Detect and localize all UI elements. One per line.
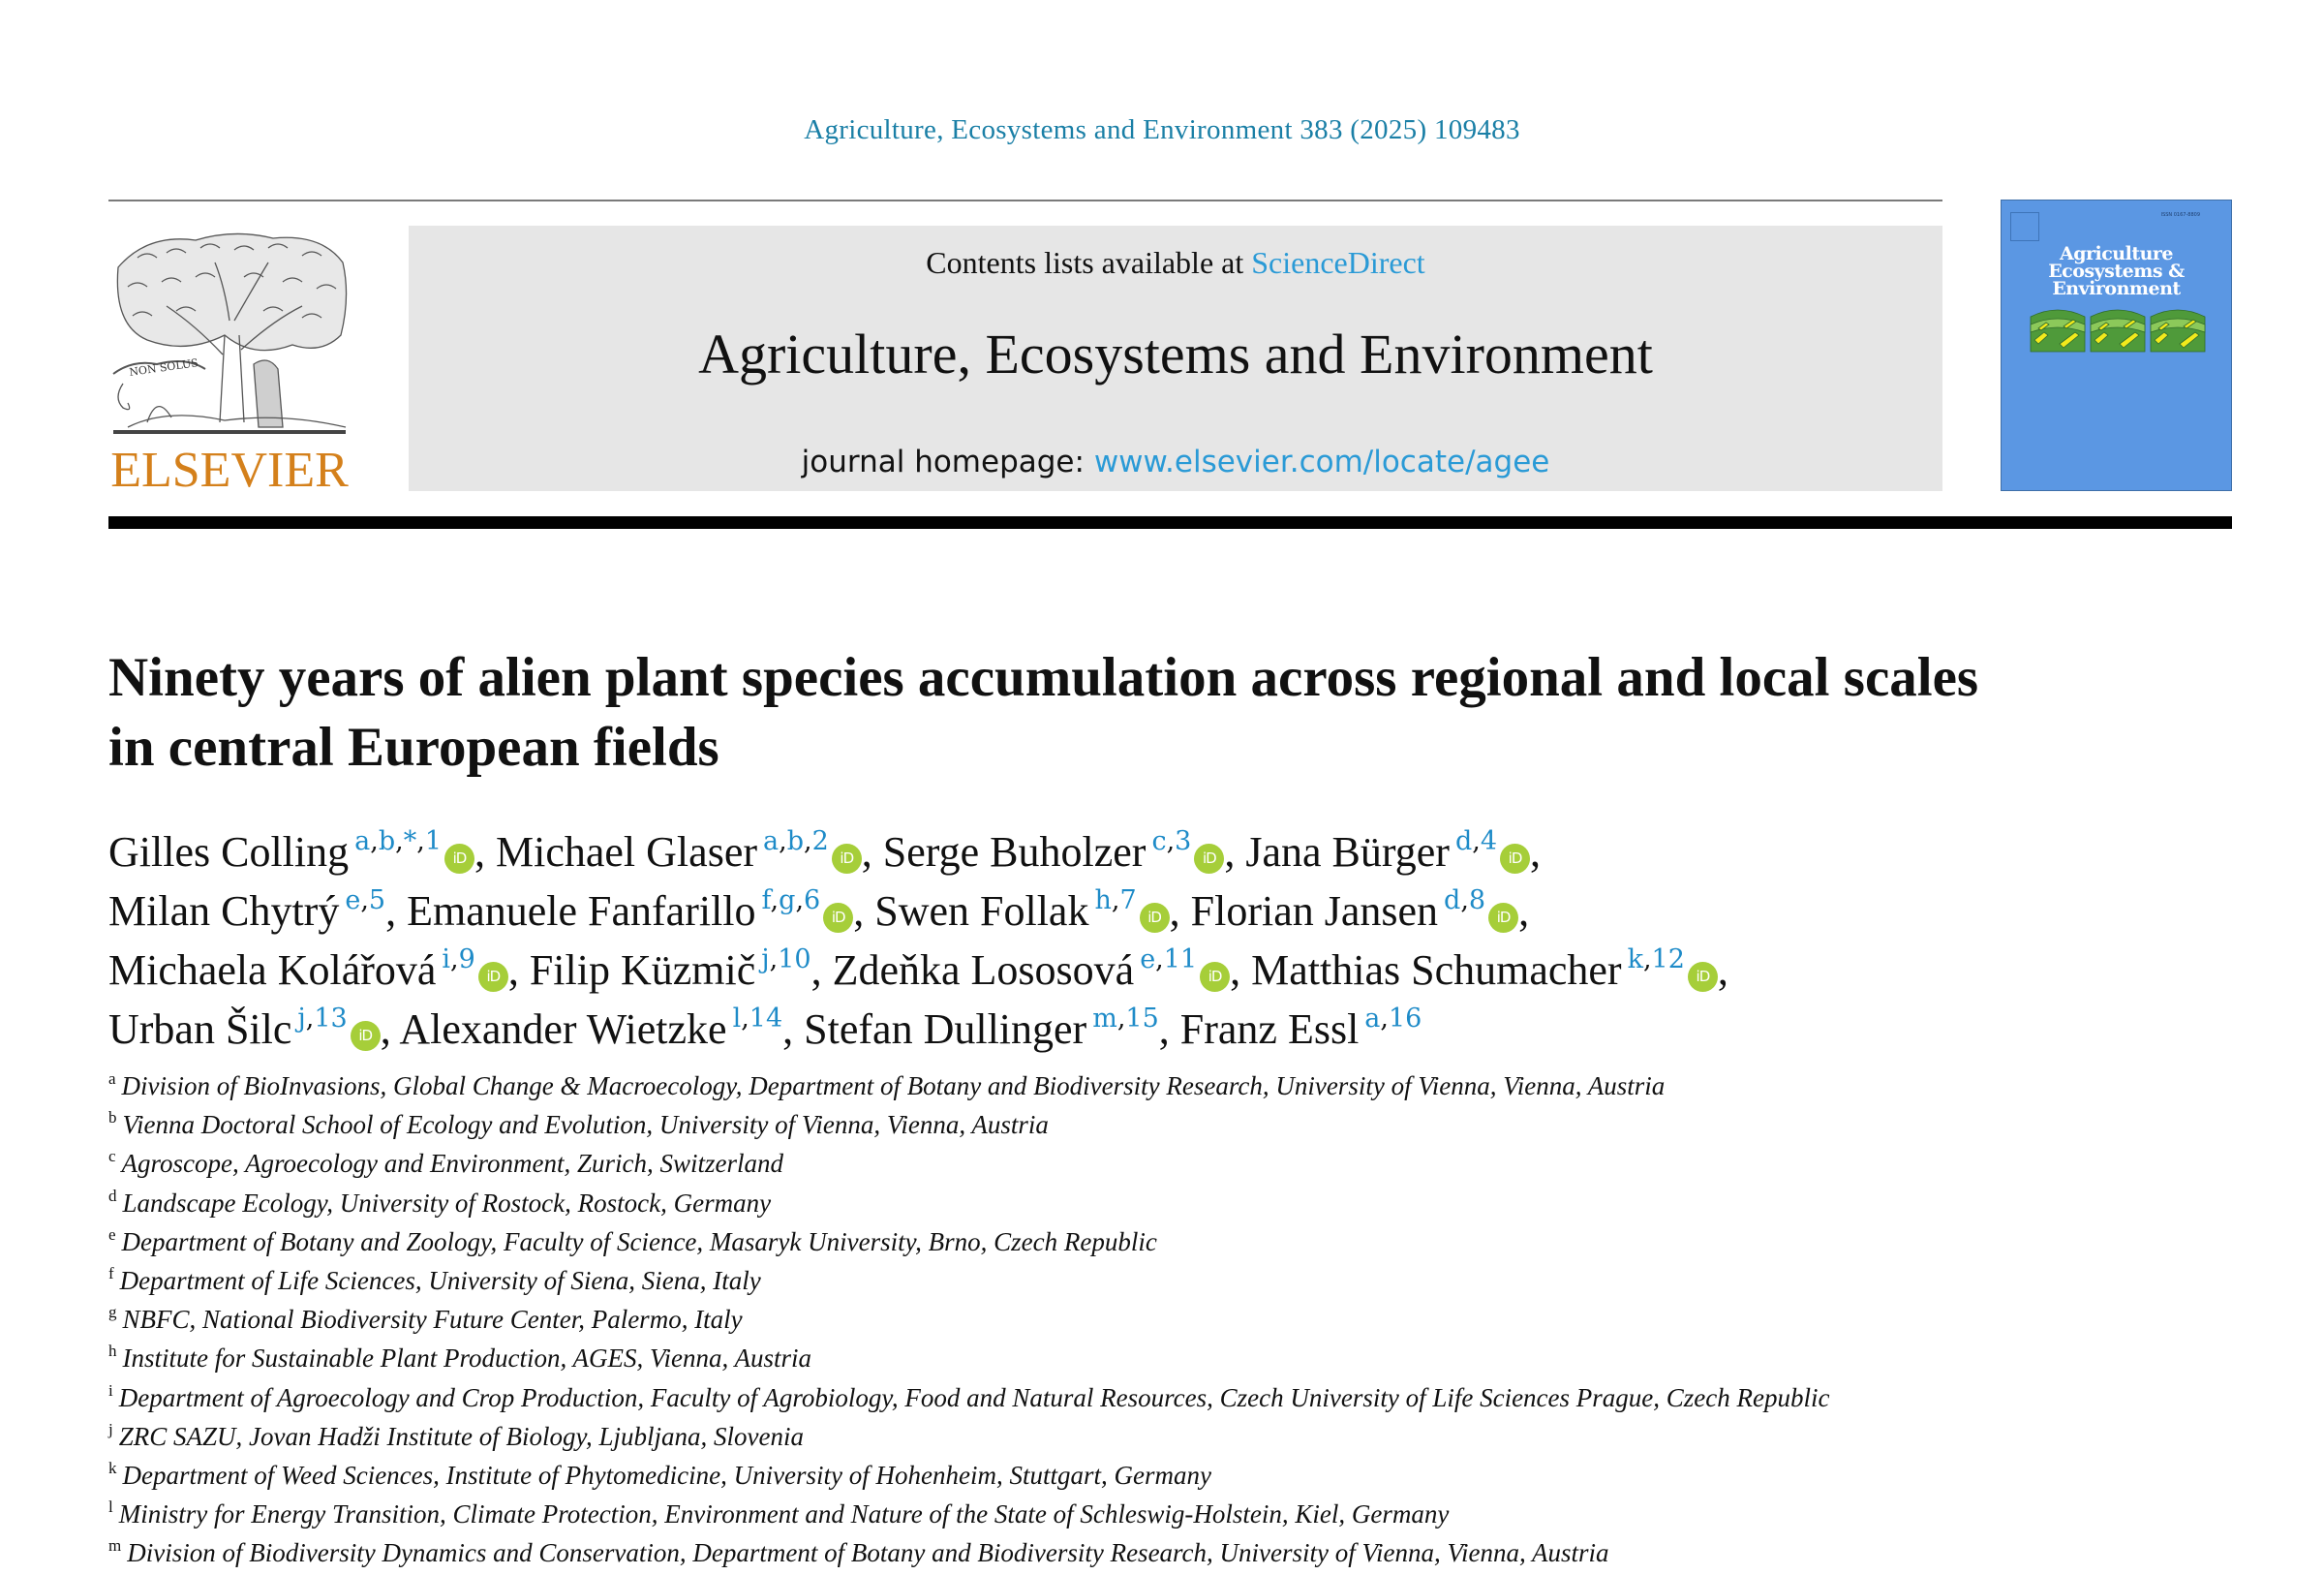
journal-citation-header[interactable]: Agriculture, Ecosystems and Environment 383 (2025) 109483	[804, 114, 1520, 145]
affiliation-mark: l	[108, 1498, 113, 1517]
orcid-icon[interactable]: iD	[478, 962, 508, 992]
header-thick-rule	[108, 516, 2232, 529]
orcid-icon[interactable]: iD	[1500, 844, 1530, 874]
author[interactable]	[496, 828, 862, 876]
affiliation-text: Department of Botany and Zoology, Faculty of Science, Masaryk University, Brno, Czech Republic	[121, 1226, 1157, 1256]
affiliation-item	[108, 1380, 2142, 1419]
affiliation-superscript[interactable]: d,8	[1444, 885, 1486, 915]
affiliation-item	[108, 1146, 2142, 1185]
author[interactable]	[1245, 828, 1530, 876]
author-name[interactable]: Zdeňka Lososová	[832, 946, 1135, 994]
affiliation-text: ZRC SAZU, Jovan Hadži Institute of Biology, Ljubljana, Slovenia	[118, 1421, 804, 1451]
orcid-icon[interactable]: iD	[1688, 962, 1718, 992]
affiliation-superscript[interactable]: l,14	[732, 1004, 783, 1034]
affiliation-item	[108, 1263, 2142, 1302]
affiliation-superscript[interactable]: d,4	[1454, 826, 1498, 856]
affiliation-superscript[interactable]: m,15	[1092, 1004, 1159, 1034]
cover-title-line: Environment	[2052, 278, 2181, 299]
affiliation-mark: m	[108, 1536, 122, 1556]
author[interactable]	[833, 946, 1231, 994]
affiliation-mark: h	[108, 1342, 117, 1361]
journal-cover-thumbnail[interactable]	[2001, 200, 2232, 491]
author-name[interactable]: Emanuele Fanfarillo	[407, 887, 756, 935]
affiliation-text: Department of Weed Sciences, Institute of Phytomedicine, University of Hohenheim, Stuttgart, Germany	[122, 1461, 1211, 1491]
affiliation-mark: d	[108, 1186, 117, 1205]
affiliation-mark: g	[108, 1303, 117, 1322]
affiliation-item	[108, 1419, 2142, 1458]
affiliation-item	[108, 1341, 2142, 1379]
author-name[interactable]: Filip Küzmič	[529, 946, 756, 994]
affiliation-superscript[interactable]: a,16	[1364, 1004, 1422, 1034]
author[interactable]	[530, 946, 811, 994]
affiliation-mark: e	[108, 1224, 116, 1244]
cover-title	[2002, 245, 2231, 297]
orcid-icon[interactable]: iD	[1200, 962, 1230, 992]
affiliation-text: Agroscope, Agroecology and Environment, Zurich, Switzerland	[121, 1149, 783, 1179]
affiliation-mark: j	[108, 1419, 113, 1438]
affiliation-superscript[interactable]: j,13	[297, 1004, 348, 1034]
affiliation-item	[108, 1068, 2142, 1107]
affiliation-item	[108, 1458, 2142, 1497]
affiliation-text: Landscape Ecology, University of Rostock, Rostock, Germany	[122, 1188, 772, 1218]
author-name[interactable]: Serge Buholzer	[882, 828, 1147, 876]
affiliation-item	[108, 1107, 2142, 1146]
author[interactable]	[407, 887, 853, 935]
affiliation-superscript[interactable]: c,3	[1151, 826, 1192, 856]
author-name[interactable]: Jana Bürger	[1245, 828, 1450, 876]
affiliation-mark: a	[108, 1069, 116, 1088]
orcid-icon[interactable]: iD	[832, 844, 862, 874]
author[interactable]	[108, 828, 474, 876]
affiliation-mark: i	[108, 1380, 113, 1400]
cover-elsevier-icon	[2010, 212, 2039, 241]
author[interactable]	[108, 887, 385, 935]
sciencedirect-link[interactable]: ScienceDirect	[1251, 245, 1425, 280]
logo-motto: NON SOLUS	[128, 356, 199, 379]
header-divider	[108, 200, 1942, 201]
author[interactable]	[874, 887, 1169, 935]
orcid-icon[interactable]: iD	[1140, 903, 1170, 933]
affiliation-mark: c	[108, 1147, 116, 1166]
orcid-icon[interactable]: iD	[1488, 903, 1518, 933]
affiliation-text: Department of Agroecology and Crop Production, Faculty of Agrobiology, Food and Natural Resources, Czech University of Life Sciences Prague, Czech Republic	[118, 1382, 1830, 1412]
affiliation-mark: k	[108, 1459, 117, 1478]
affiliation-text: Division of BioInvasions, Global Change & Macroecology, Department of Botany and Biodiversity Research, University of Vienna, Vienna, Austria	[121, 1071, 1666, 1100]
affiliation-text: Ministry for Energy Transition, Climate Protection, Environment and Nature of the State of Schleswig-Holstein, Kiel, Germany	[118, 1499, 1450, 1529]
author-list: Gilles Colling $^{a,b,*,1}$iD , Michael Glaser $^{a,b,2}$iD , Serge Buholzer $^{c,3}$iD , Jana Bürger $^{d,4}$iD , Milan Chytrý $^{e,5}$, Emanuele Fanfarillo $^{f,g,6}$iD , Swen Follak $^{h,7}$iD , Florian Jansen $^{d,8}$iD , Michaela Kolářová $^{i,9}$iD , Filip Küzmič $^{j,10}$, Zdeňka Lososová $^{e,11}$iD , Matthias Schumacher $^{k,12}$iD , Urban Šilc $^{j,13}$iD , Alexander Wietzke $^{l,14}$, Stefan Dullinger $^{m,15}$, Franz Essl $^{a,16}$	[108, 826, 1728, 1053]
author-name[interactable]: Urban Šilc	[108, 1005, 292, 1053]
author-name[interactable]: Swen Follak	[874, 887, 1089, 935]
author[interactable]	[1191, 887, 1518, 935]
affiliation-superscript[interactable]: a,b,*,1	[354, 826, 442, 856]
affiliation-item	[108, 1224, 2142, 1263]
journal-title: Agriculture, Ecosystems and Environment	[698, 323, 1653, 386]
author-name[interactable]: Alexander Wietzke	[399, 1005, 727, 1053]
affiliation-item	[108, 1535, 2142, 1574]
elsevier-wordmark: ELSEVIER	[110, 443, 349, 498]
tree-engraving-icon	[108, 229, 351, 440]
affiliation-superscript[interactable]: f,g,6	[761, 885, 821, 915]
author-name[interactable]: Milan Chytrý	[108, 887, 340, 935]
author-name[interactable]: Gilles Colling	[108, 828, 350, 876]
affiliation-text: Institute for Sustainable Plant Production, AGES, Vienna, Austria	[122, 1343, 811, 1374]
contents-prefix: Contents lists available at	[926, 245, 1252, 280]
author-name[interactable]: Michaela Kolářová	[108, 946, 437, 994]
author[interactable]	[1251, 946, 1718, 994]
affiliation-mark: b	[108, 1108, 117, 1127]
affiliation-text: NBFC, National Biodiversity Future Center, Palermo, Italy	[122, 1305, 743, 1335]
affiliation-superscript[interactable]: i,9	[442, 944, 475, 974]
author[interactable]	[108, 946, 508, 994]
affiliation-superscript[interactable]: k,12	[1627, 944, 1685, 974]
author[interactable]	[883, 828, 1225, 876]
orcid-icon[interactable]: iD	[823, 903, 853, 933]
homepage-link[interactable]: www.elsevier.com/locate/agee	[1093, 445, 1550, 479]
author[interactable]	[108, 1005, 381, 1053]
affiliation-superscript[interactable]: a,b,2	[763, 826, 829, 856]
author-name[interactable]: Florian Jansen	[1190, 887, 1439, 935]
journal-homepage	[409, 445, 1942, 479]
author-name[interactable]: Matthias Schumacher	[1251, 946, 1622, 994]
cover-title-line: Agriculture	[2059, 243, 2174, 264]
affiliation-text: Department of Life Sciences, University of Siena, Siena, Italy	[119, 1266, 761, 1296]
author[interactable]	[804, 1005, 1159, 1053]
homepage-prefix: journal homepage:	[801, 445, 1094, 479]
farm-fields-icon	[2031, 305, 2205, 354]
affiliation-item	[108, 1302, 2142, 1341]
author-name[interactable]: Franz Essl	[1179, 1005, 1360, 1053]
affiliation-superscript[interactable]: e,5	[345, 885, 386, 915]
orcid-icon[interactable]: iD	[351, 1021, 381, 1051]
orcid-icon[interactable]: iD	[1194, 844, 1224, 874]
author-name[interactable]: Stefan Dullinger	[804, 1005, 1087, 1053]
affiliation-superscript[interactable]: e,11	[1140, 944, 1198, 974]
elsevier-logo[interactable]	[108, 229, 351, 496]
article-title: Ninety years of alien plant species accumulation across regional and local scales in central European fields	[108, 647, 1979, 778]
affiliation-mark: f	[108, 1264, 114, 1283]
orcid-icon[interactable]: iD	[444, 844, 474, 874]
affiliation-superscript[interactable]: j,10	[761, 944, 811, 974]
cover-title-line: Ecosystems &	[2048, 261, 2185, 282]
affiliation-text: Vienna Doctoral School of Ecology and Evolution, University of Vienna, Vienna, Austria	[122, 1110, 1049, 1140]
author-name[interactable]: Michael Glaser	[496, 828, 757, 876]
author[interactable]	[1180, 1005, 1422, 1053]
author[interactable]	[399, 1005, 782, 1053]
affiliation-item	[108, 1186, 2142, 1224]
affiliation-text: Division of Biodiversity Dynamics and Conservation, Department of Botany and Biodiversity Research, University of Vienna, Vienna, Austria	[127, 1538, 1609, 1568]
affiliation-list	[108, 1068, 2142, 1575]
journal-banner	[409, 226, 1942, 491]
contents-availability	[409, 243, 1942, 282]
cover-issn: ISSN 0167-8809	[2160, 212, 2200, 218]
affiliation-item	[108, 1497, 2142, 1535]
affiliation-superscript[interactable]: h,7	[1094, 885, 1137, 915]
